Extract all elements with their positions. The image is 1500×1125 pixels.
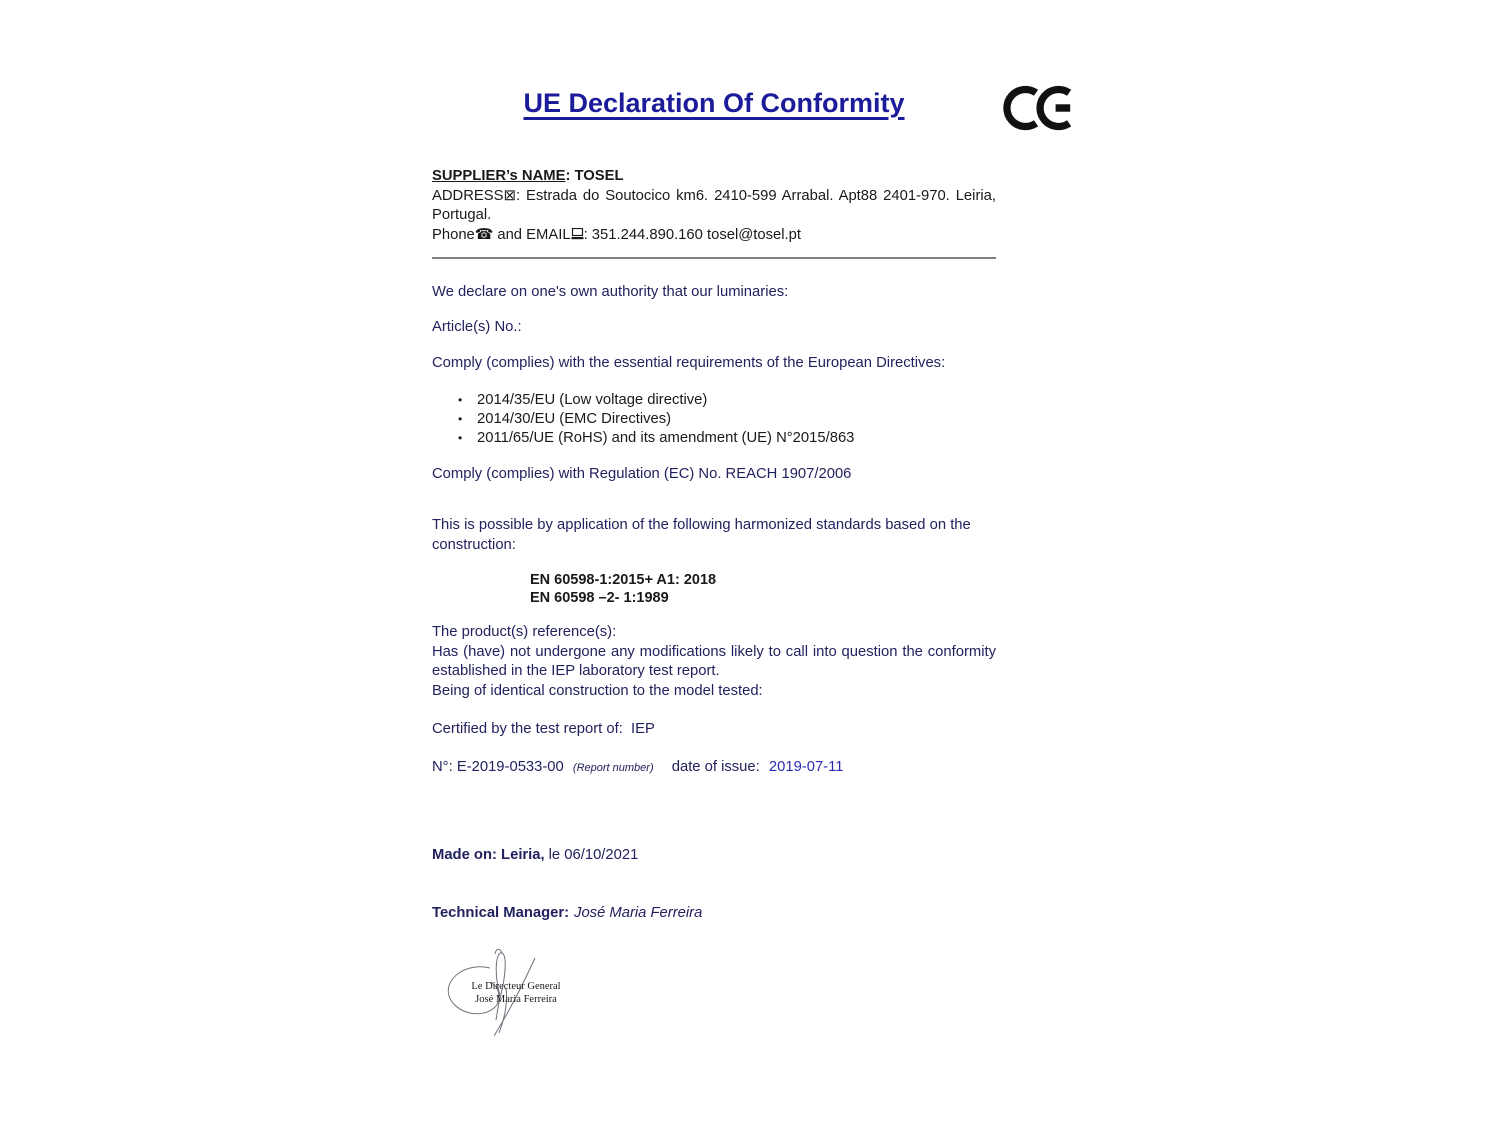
bullet-icon: • [458, 393, 463, 407]
list-item [432, 429, 996, 448]
identical-construction-line: Being of identical construction to the model tested: [432, 682, 763, 699]
directive-text: 2011/65/UE (RoHS) and its amendment (UE) N°2015/863 [477, 430, 855, 446]
made-on-label: Made on: Leiria, [432, 847, 545, 863]
supplier-address-line [432, 187, 996, 226]
computer-icon [571, 227, 584, 243]
standards-list [530, 571, 716, 607]
list-item [432, 391, 996, 410]
directive-text: 2014/30/EU (EMC Directives) [477, 411, 672, 427]
bullet-icon: • [458, 431, 463, 445]
supplier-name-label: SUPPLIER’s NAME [432, 168, 566, 184]
technical-manager-line [432, 904, 702, 924]
page-title [432, 88, 996, 119]
address-label: ADDRESS [432, 187, 504, 204]
horizontal-divider [432, 257, 996, 259]
made-on-date: le 06/10/2021 [548, 847, 639, 863]
report-number-note: (Report number) [572, 762, 654, 774]
technical-manager-name: José Maria Ferreira [574, 905, 703, 921]
supplier-name-value: : TOSEL [565, 168, 624, 184]
list-item [432, 410, 996, 429]
product-reference-block [432, 623, 996, 701]
envelope-icon: ⊠ [503, 187, 516, 204]
phone-icon: ☎ [474, 226, 494, 243]
ce-mark-icon [1002, 80, 1078, 136]
comply-directives-line: Comply (complies) with the essential requirements of the European Directives: [432, 355, 946, 371]
address-value: : Estrada do Soutocico km6. 2410-599 Arrabal. Apt88 2401-970. Leiria, Portugal. [432, 187, 996, 224]
directive-text: 2014/35/EU (Low voltage directive) [477, 392, 708, 408]
declaration-line: We declare on one's own authority that our luminaries: [432, 284, 789, 300]
signature-area [440, 946, 580, 1056]
harmonized-standards-intro: This is possible by application of the following harmonized standards based on the construction: [432, 517, 971, 553]
directives-bullet-list [432, 391, 996, 448]
modifications-line: Has (have) not undergone any modifications likely to call into question the conformity established in the IEP laboratory test report. [432, 643, 996, 680]
certified-line: Certified by the test report of: IEP [432, 721, 655, 737]
stamp-name: José Maria Ferreira [475, 994, 557, 1005]
phone-label: Phone [432, 226, 475, 243]
supplier-block [432, 167, 996, 245]
date-of-issue-value: 2019-07-11 [768, 759, 844, 775]
supplier-name-line [432, 167, 996, 187]
and-text: and [493, 226, 527, 243]
product-ref-line: The product(s) reference(s): [432, 624, 617, 640]
standard-line: EN 60598-1:2015+ A1: 2018 [530, 572, 717, 588]
email-label: EMAIL [526, 226, 571, 243]
report-number-line [432, 759, 996, 775]
signature-stamp [466, 980, 566, 1006]
stamp-title: Le Directeur General [471, 981, 561, 992]
contact-value: : 351.244.890.160 tosel@tosel.pt [583, 226, 801, 243]
page-title-text: UE Declaration Of Conformity [523, 88, 905, 118]
supplier-contact-line [432, 226, 996, 246]
ce-mark-logo [1002, 80, 1078, 136]
bullet-icon: • [458, 412, 463, 426]
technical-manager-label: Technical Manager: [432, 905, 570, 921]
date-of-issue-label: date of issue: [671, 759, 760, 775]
report-number: N°: E-2019-0533-00 [432, 759, 564, 775]
articles-line: Article(s) No.: [432, 319, 522, 335]
comply-reach-line: Comply (complies) with Regulation (EC) No. REACH 1907/2006 [432, 466, 852, 482]
made-on-line [432, 846, 638, 866]
standard-line: EN 60598 –2- 1:1989 [530, 590, 669, 607]
